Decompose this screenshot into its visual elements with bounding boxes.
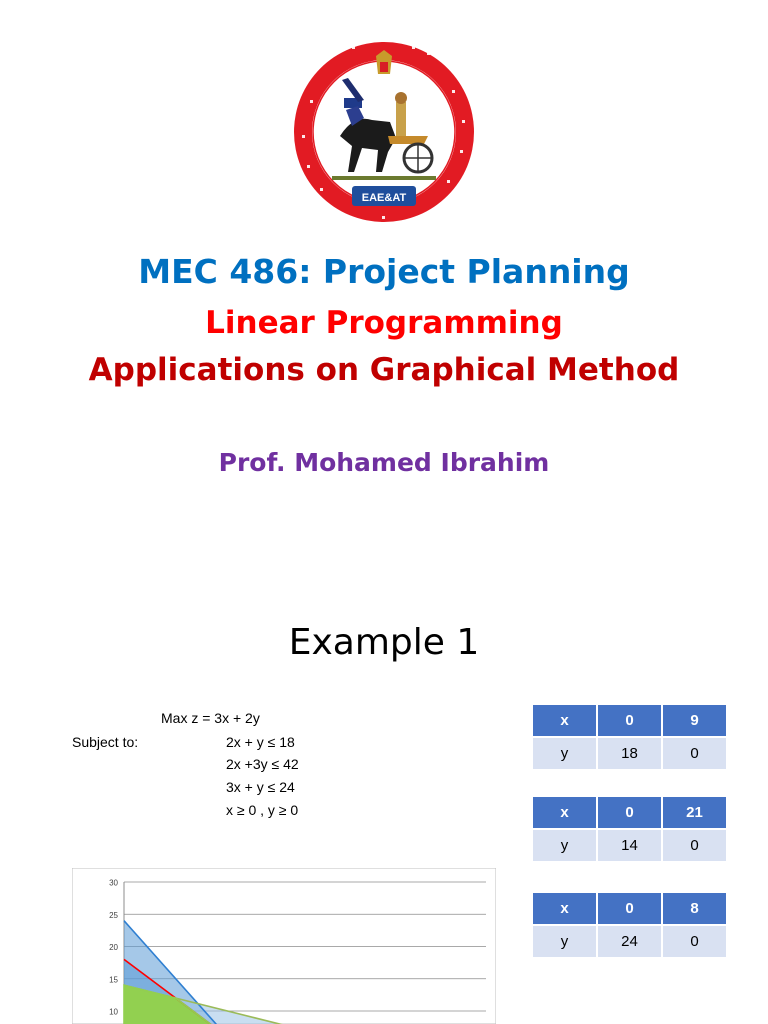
table-cell: 0 [662, 737, 727, 770]
y-tick-label: 15 [109, 975, 118, 985]
table-cell: x [532, 796, 597, 829]
table-cell: 24 [597, 925, 662, 958]
subtitle-secondary: Applications on Graphical Method [88, 352, 680, 388]
intercept-table-1 [531, 703, 728, 771]
feasible-region-chart [72, 868, 496, 1024]
table-cell: 18 [597, 737, 662, 770]
table-cell: y [532, 829, 597, 862]
course-title: MEC 486: Project Planning [138, 252, 630, 291]
y-tick-label: 25 [109, 910, 118, 920]
example-title: Example 1 [288, 622, 480, 663]
y-tick-label: 10 [109, 1007, 118, 1017]
table-cell: x [532, 704, 597, 737]
table-cell: 0 [597, 796, 662, 829]
constraint-3: 3x + y ≤ 24 [226, 779, 295, 795]
table-row [532, 737, 727, 770]
table-header-row [532, 704, 727, 737]
table-cell: 9 [662, 704, 727, 737]
table-cell: y [532, 925, 597, 958]
table-cell: 0 [597, 892, 662, 925]
slide-divider [0, 560, 768, 561]
subtitle: Linear Programming [205, 305, 563, 341]
table-cell: 14 [597, 829, 662, 862]
objective-function: Max z = 3x + 2y [161, 710, 260, 726]
table-row [532, 829, 727, 862]
y-tick-label: 30 [109, 878, 118, 888]
intercept-table-2 [531, 795, 728, 863]
constraint-1: 2x + y ≤ 18 [226, 734, 295, 750]
table-cell: x [532, 892, 597, 925]
table-cell: 0 [662, 925, 727, 958]
table-row [532, 925, 727, 958]
table-cell: 0 [597, 704, 662, 737]
subject-to-label: Subject to: [72, 734, 139, 750]
table-cell: 8 [662, 892, 727, 925]
table-header-row [532, 892, 727, 925]
author-name: Prof. Mohamed Ibrahim [218, 448, 550, 477]
university-logo [292, 40, 476, 224]
table-cell: y [532, 737, 597, 770]
constraint-2: 2x +3y ≤ 42 [226, 756, 299, 772]
constraint-nonneg: x ≥ 0 , y ≥ 0 [226, 802, 299, 818]
logo-label: EAE&AT [361, 192, 407, 204]
table-cell: 0 [662, 829, 727, 862]
table-header-row [532, 796, 727, 829]
intercept-table-3 [531, 891, 728, 959]
y-tick-label: 20 [109, 943, 118, 952]
table-cell: 21 [662, 796, 727, 829]
